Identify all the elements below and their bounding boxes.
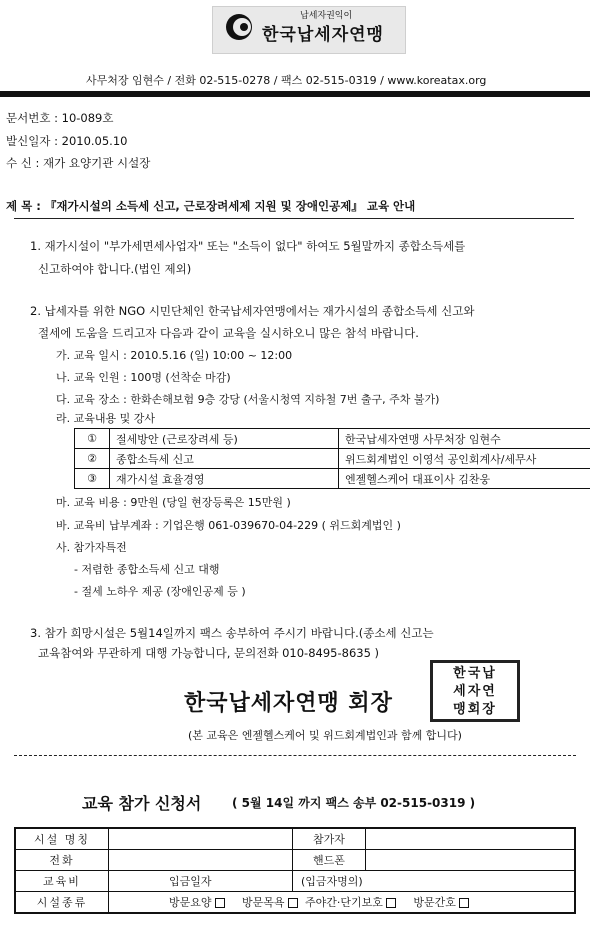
option-nursing[interactable]: 방문간호: [413, 896, 469, 909]
option-home-care[interactable]: 방문요양: [169, 896, 225, 909]
lecture-topic: 절세방안 (근로장려세 등): [110, 429, 339, 449]
option-day-care[interactable]: 주야간·단기보호: [305, 896, 396, 909]
section1-line2: 신고하여야 합니다.(법인 제외): [38, 262, 192, 276]
subject-line: 제 목 : 『재가시설의 소득세 신고, 근로장려세제 지원 및 장애인공제』 교육 안내: [6, 199, 416, 213]
section3-line1: 3. 참가 희망시설은 5월14일까지 팩스 송부하여 주시기 바랍니다.(종소세 신고는: [30, 626, 434, 640]
section1-line1: 1. 재가시설이 "부가세면세사업자" 또는 "소득이 없다" 하여도 5월말까지 종합소득세를: [30, 239, 466, 253]
section2-line2: 절세에 도움을 드리고자 다음과 같이 교육을 실시하오니 많은 참석 바랍니다.: [38, 326, 419, 340]
item-da: 다. 교육 장소 : 한화손해보험 9층 강당 (서울시청역 지하철 7번 출구, 주차 불가): [56, 393, 440, 406]
lecture-num: ③: [75, 469, 110, 489]
item-sa: 사. 참가자특전: [56, 541, 127, 554]
org-logo-icon: [224, 12, 254, 42]
seal-line: 세자연: [453, 684, 497, 699]
president-signature: 한국납세자연맹 회장: [184, 691, 393, 716]
header-rule: [0, 91, 590, 97]
checkbox-icon[interactable]: [386, 898, 396, 908]
form-title: 교육 참가 신청서: [82, 794, 202, 813]
form-row: [15, 828, 575, 850]
participant-label: 참가자: [293, 828, 366, 850]
official-seal: [430, 660, 520, 722]
sent-date: 발신일자 : 2010.05.10: [6, 134, 128, 148]
cut-line: [14, 755, 576, 756]
lecture-row: [75, 429, 590, 449]
facility-name-label: 시설 명칭: [15, 828, 109, 850]
form-row: [15, 871, 575, 892]
form-row: [15, 850, 575, 871]
phone-label: 전화: [15, 850, 109, 871]
item-ra: 라. 교육내용 및 강사: [56, 412, 155, 425]
perk-2: - 절세 노하우 제공 (장애인공제 등 ): [74, 585, 246, 598]
cooperation-note: (본 교육은 엔젤헬스케어 및 위드회계법인과 함께 합니다): [188, 729, 462, 742]
checkbox-icon[interactable]: [459, 898, 469, 908]
form-row: [15, 892, 575, 914]
fee-label: 교육비: [15, 871, 109, 892]
item-ga: 가. 교육 일시 : 2010.5.16 (일) 10:00 ~ 12:00: [56, 349, 293, 362]
lecture-topic: 재가시설 효율경영: [110, 469, 339, 489]
lecture-topic: 종합소득세 신고: [110, 449, 339, 469]
checkbox-icon[interactable]: [215, 898, 225, 908]
item-ba: 바. 교육비 납부계좌 : 기업은행 061-039670-04-229 ( 위드회계법인 ): [56, 519, 401, 532]
doc-number: 문서번호 : 10-089호: [6, 111, 114, 125]
participant-field[interactable]: [366, 828, 576, 850]
lecture-row: [75, 449, 590, 469]
seal-line: 맹회장: [453, 702, 497, 717]
lecture-table: [74, 428, 590, 489]
lecture-num: ②: [75, 449, 110, 469]
lecture-lecturer: 엔젤헬스케어 대표이사 김찬웅: [339, 469, 590, 489]
facility-type-label: 시설종류: [15, 892, 109, 914]
mobile-field[interactable]: [366, 850, 576, 871]
subject-rule: [14, 218, 574, 219]
seal-line: 한국납: [453, 666, 497, 681]
depositor-label[interactable]: (입금자명의): [293, 871, 576, 892]
lecture-lecturer: 한국납세자연맹 사무처장 임현수: [339, 429, 590, 449]
facility-type-options: [109, 892, 576, 914]
application-form: [14, 827, 576, 914]
option-bathing[interactable]: 방문목욕: [242, 896, 298, 909]
contact-line: 사무처장 임현수 / 전화 02-515-0278 / 팩스 02-515-0319 / www.koreatax.org: [86, 74, 487, 87]
form-subtitle: ( 5월 14일 까지 팩스 송부 02-515-0319 ): [232, 796, 476, 810]
org-tagline: 납세자권익이: [300, 11, 353, 21]
facility-name-field[interactable]: [109, 828, 293, 850]
lecture-lecturer: 위드회계법인 이영석 공인회계사/세무사: [339, 449, 590, 469]
deposit-date-label[interactable]: 입금일자: [109, 871, 293, 892]
mobile-label: 핸드폰: [293, 850, 366, 871]
checkbox-icon[interactable]: [288, 898, 298, 908]
recipient: 수 신 : 재가 요양기관 시설장: [6, 156, 151, 170]
org-name: 한국납세자연맹: [262, 25, 384, 45]
item-na: 나. 교육 인원 : 100명 (선착순 마감): [56, 371, 231, 384]
section3-line2: 교육참여와 무관하게 대행 가능합니다, 문의전화 010-8495-8635 ): [38, 646, 380, 660]
perk-1: - 저렴한 종합소득세 신고 대행: [74, 563, 220, 576]
item-ma: 마. 교육 비용 : 9만원 (당일 현장등록은 15만원 ): [56, 496, 291, 509]
section2-line1: 2. 납세자를 위한 NGO 시민단체인 한국납세자연맹에서는 재가시설의 종합소득세 신고와: [30, 304, 475, 318]
lecture-row: [75, 469, 590, 489]
phone-field[interactable]: [109, 850, 293, 871]
lecture-num: ①: [75, 429, 110, 449]
